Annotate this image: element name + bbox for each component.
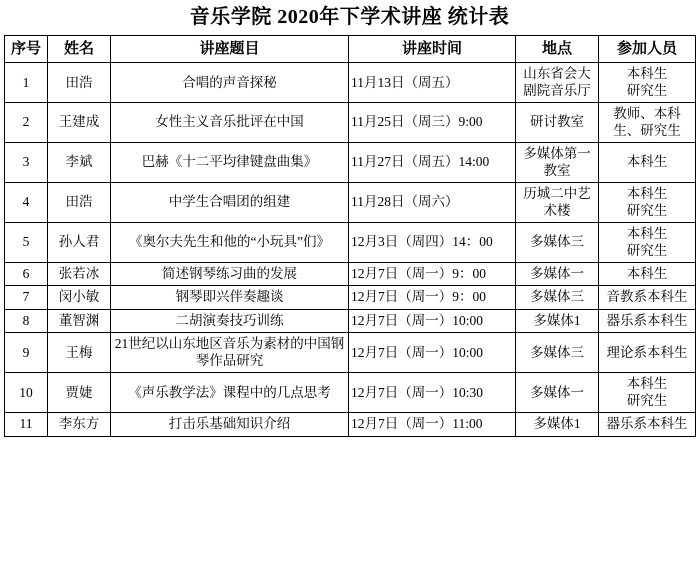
cell-topic: 打击乐基础知识介绍 <box>111 413 349 436</box>
table-body <box>5 63 696 436</box>
table-row <box>5 309 696 332</box>
page-title: 音乐学院 2020年下学术讲座 统计表 <box>189 6 510 28</box>
cell-index: 11 <box>5 413 48 436</box>
table-row <box>5 333 696 373</box>
table-row <box>5 286 696 309</box>
cell-audience: 本科生 <box>599 143 696 183</box>
lecture-statistics-table <box>4 35 696 437</box>
cell-time: 12月7日（周一）10:00 <box>349 333 516 373</box>
cell-time: 11月13日（周五） <box>349 63 516 103</box>
cell-audience: 本科生 <box>599 262 696 285</box>
cell-place: 多媒体第一教室 <box>516 143 599 183</box>
column-header-name: 姓名 <box>48 36 111 63</box>
cell-name: 董智渊 <box>48 309 111 332</box>
cell-audience: 本科生 研究生 <box>599 373 696 413</box>
cell-audience: 教师、本科生、研究生 <box>599 103 696 143</box>
cell-name: 田浩 <box>48 63 111 103</box>
cell-time: 11月28日（周六） <box>349 183 516 223</box>
cell-place: 多媒体三 <box>516 223 599 263</box>
cell-name: 王梅 <box>48 333 111 373</box>
cell-time: 12月3日（周四）14：00 <box>349 223 516 263</box>
cell-name: 孙人君 <box>48 223 111 263</box>
cell-index: 10 <box>5 373 48 413</box>
table-row <box>5 143 696 183</box>
cell-time: 12月7日（周一）10:00 <box>349 309 516 332</box>
table-row <box>5 413 696 436</box>
cell-topic: 中学生合唱团的组建 <box>111 183 349 223</box>
cell-place: 研讨教室 <box>516 103 599 143</box>
cell-topic: 简述钢琴练习曲的发展 <box>111 262 349 285</box>
cell-index: 2 <box>5 103 48 143</box>
cell-place: 多媒体1 <box>516 413 599 436</box>
cell-index: 1 <box>5 63 48 103</box>
cell-topic: 巴赫《十二平均律键盘曲集》 <box>111 143 349 183</box>
table-header-row <box>5 36 696 63</box>
table-row <box>5 63 696 103</box>
cell-time: 11月25日（周三）9:00 <box>349 103 516 143</box>
cell-index: 7 <box>5 286 48 309</box>
table-row <box>5 262 696 285</box>
cell-place: 多媒体一 <box>516 262 599 285</box>
table-row <box>5 223 696 263</box>
column-header-place: 地点 <box>516 36 599 63</box>
cell-index: 4 <box>5 183 48 223</box>
cell-time: 11月27日（周五）14:00 <box>349 143 516 183</box>
cell-topic: 钢琴即兴伴奏趣谈 <box>111 286 349 309</box>
cell-time: 12月7日（周一）9：00 <box>349 286 516 309</box>
table-row <box>5 103 696 143</box>
cell-audience: 本科生 研究生 <box>599 63 696 103</box>
cell-name: 张若冰 <box>48 262 111 285</box>
column-header-time: 讲座时间 <box>349 36 516 63</box>
cell-place: 多媒体1 <box>516 309 599 332</box>
cell-time: 12月7日（周一）10:30 <box>349 373 516 413</box>
cell-topic: 二胡演奏技巧训练 <box>111 309 349 332</box>
cell-index: 9 <box>5 333 48 373</box>
cell-name: 李东方 <box>48 413 111 436</box>
table-row <box>5 373 696 413</box>
column-header-topic: 讲座题目 <box>111 36 349 63</box>
table-row <box>5 183 696 223</box>
cell-topic: 《奥尔夫先生和他的“小玩具”们》 <box>111 223 349 263</box>
column-header-audience: 参加人员 <box>599 36 696 63</box>
cell-index: 5 <box>5 223 48 263</box>
cell-place: 山东省会大剧院音乐厅 <box>516 63 599 103</box>
cell-place: 历城二中艺术楼 <box>516 183 599 223</box>
cell-index: 3 <box>5 143 48 183</box>
cell-place: 多媒体三 <box>516 286 599 309</box>
cell-name: 闵小敏 <box>48 286 111 309</box>
column-header-index: 序号 <box>5 36 48 63</box>
cell-index: 6 <box>5 262 48 285</box>
cell-time: 12月7日（周一）9：00 <box>349 262 516 285</box>
cell-name: 李斌 <box>48 143 111 183</box>
cell-topic: 合唱的声音探秘 <box>111 63 349 103</box>
cell-audience: 本科生 研究生 <box>599 183 696 223</box>
cell-index: 8 <box>5 309 48 332</box>
cell-name: 王建成 <box>48 103 111 143</box>
cell-audience: 器乐系本科生 <box>599 413 696 436</box>
cell-topic: 女性主义音乐批评在中国 <box>111 103 349 143</box>
cell-audience: 理论系本科生 <box>599 333 696 373</box>
cell-time: 12月7日（周一）11:00 <box>349 413 516 436</box>
cell-audience: 本科生 研究生 <box>599 223 696 263</box>
cell-name: 贾婕 <box>48 373 111 413</box>
cell-topic: 21世纪以山东地区音乐为素材的中国钢琴作品研究 <box>111 333 349 373</box>
cell-place: 多媒体一 <box>516 373 599 413</box>
cell-audience: 器乐系本科生 <box>599 309 696 332</box>
cell-place: 多媒体三 <box>516 333 599 373</box>
cell-audience: 音教系本科生 <box>599 286 696 309</box>
cell-topic: 《声乐教学法》课程中的几点思考 <box>111 373 349 413</box>
cell-name: 田浩 <box>48 183 111 223</box>
